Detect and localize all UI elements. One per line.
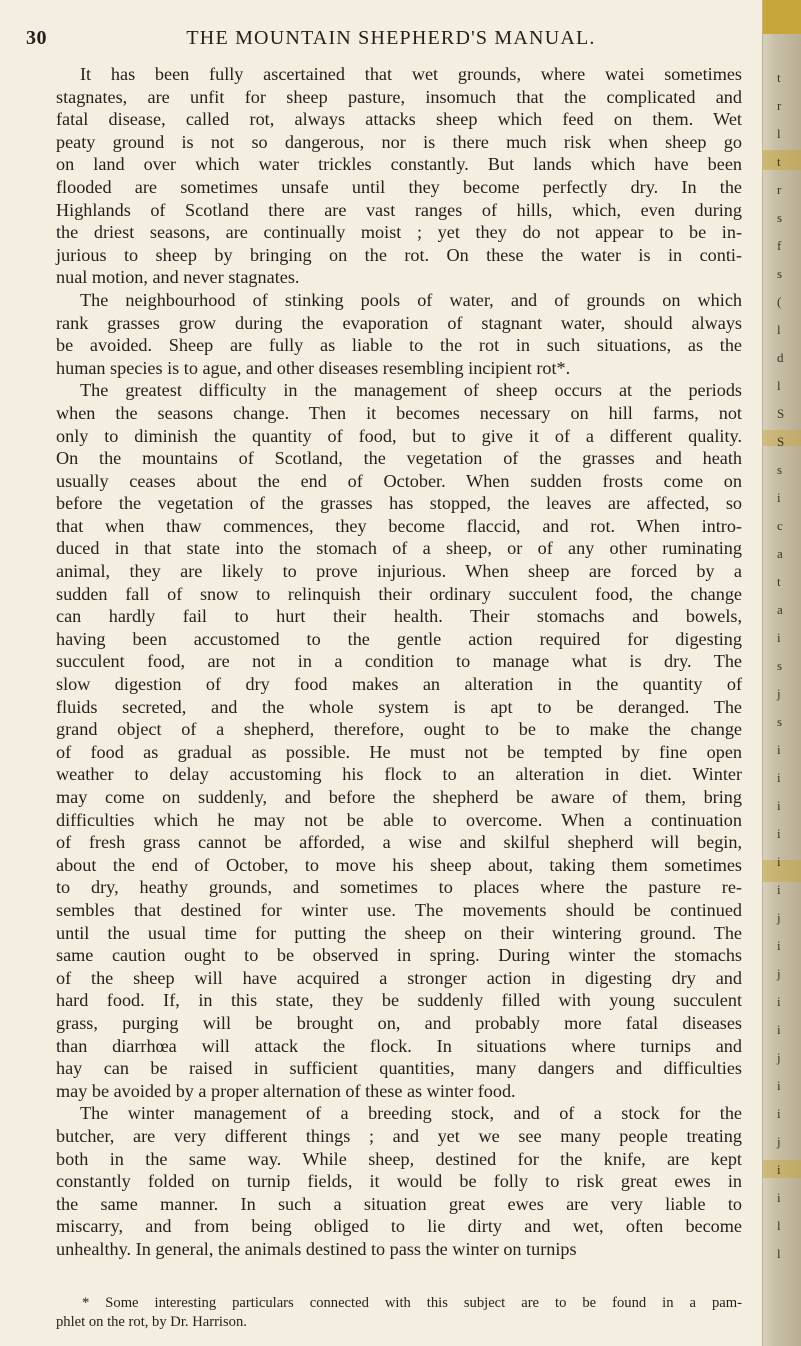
edge-gilt-band: [763, 0, 801, 34]
edge-gilt-band: [763, 860, 801, 882]
facing-page-glyph: j: [777, 966, 781, 981]
facing-page-edge: [762, 0, 801, 1346]
facing-page-glyph: l: [777, 126, 781, 141]
facing-page-glyph: s: [777, 714, 783, 729]
facing-page-glyph: i: [777, 1022, 781, 1037]
text-line: miscarry, and from being obliged to lie dirty and wet, often become: [56, 1216, 742, 1237]
text-line: weather to delay accustoming his flock to an alteration in diet. Winter: [56, 764, 742, 785]
facing-page-glyph: i: [777, 1106, 781, 1121]
facing-page-glyph: i: [777, 1078, 781, 1093]
edge-gilt-band: [763, 1160, 801, 1178]
text-line: animal, they are likely to prove injurious. When sheep are forced by a: [56, 561, 742, 582]
text-line: than diarrhœa will attack the flock. In situations where turnips and: [56, 1035, 742, 1056]
facing-page-glyph: i: [777, 1190, 781, 1205]
text-line: butcher, are very different things ; and yet we see many people treating: [56, 1125, 742, 1146]
text-line: hay can be raised in sufficient quantities, many dangers and difficulties: [56, 1058, 742, 1079]
facing-page-glyph: l: [777, 322, 781, 337]
facing-page-glyph: d: [777, 350, 784, 365]
text-line: on land over which water trickles constantly. But lands which have been: [56, 154, 742, 175]
text-line: slow digestion of dry food makes an alteration in the quantity of: [56, 674, 742, 695]
text-line: fatal disease, called rot, always attacks sheep which feed on them. Wet: [56, 109, 742, 130]
text-line: only to diminish the quantity of food, but to give it of a different quality.: [56, 425, 742, 446]
footnote: [56, 1294, 742, 1332]
text-line: before the vegetation of the grasses has stopped, the leaves are affected, so: [56, 493, 742, 514]
text-line: of food as gradual as possible. He must not be tempted by fine open: [56, 741, 742, 762]
text-line: difficulties which he may not be able to overcome. When a continuation: [56, 809, 742, 830]
facing-page-glyph: i: [777, 826, 781, 841]
facing-page-glyph: r: [777, 98, 782, 113]
facing-page-glyph: l: [777, 1218, 781, 1233]
text-line: both in the same way. While sheep, destined for the knife, are kept: [56, 1148, 742, 1169]
footnote-line: phlet on the rot, by Dr. Harrison.: [56, 1314, 247, 1330]
facing-page-glyph: i: [777, 854, 781, 869]
text-line: On the mountains of Scotland, the vegetation of the grasses and heath: [56, 448, 742, 469]
facing-page-glyph: i: [777, 630, 781, 645]
facing-page-glyph: f: [777, 238, 782, 253]
text-line: of the sheep will have acquired a stronger action in digesting dry and: [56, 967, 742, 988]
text-line: jurious to sheep by bringing on the rot. On these the water is in conti-: [56, 244, 742, 265]
text-line: grass, purging will be brought on, and probably more fatal diseases: [56, 1012, 742, 1033]
text-line: It has been fully ascertained that wet grounds, where watei sometimes: [80, 64, 742, 84]
text-line: having been accustomed to the gentle action required for digesting: [56, 628, 742, 649]
facing-page-glyph: l: [777, 1246, 781, 1261]
footnote-line: * Some interesting particulars connected with this subject are to be found in a pam-: [82, 1295, 742, 1311]
text-line: until the usual time for putting the sheep on their wintering ground. The: [56, 922, 742, 943]
body-text: [56, 63, 742, 1260]
facing-page-glyph: j: [777, 1134, 781, 1149]
facing-page-glyph: r: [777, 182, 782, 197]
text-line: duced in that state into the stomach of a sheep, or of any other ruminating: [56, 538, 742, 559]
text-line: be avoided. Sheep are fully as liable to the rot in such situations, as the: [56, 335, 742, 356]
facing-page-glyph: t: [777, 154, 781, 169]
text-line: The winter management of a breeding stock, and of a stock for the: [80, 1103, 742, 1124]
facing-page-glyph: c: [777, 518, 783, 533]
facing-page-glyph: s: [777, 266, 783, 281]
running-head: [26, 27, 756, 55]
facing-page-glyph: s: [777, 658, 783, 673]
facing-page-glyph: i: [777, 882, 781, 897]
text-line: The greatest difficulty in the management of sheep occurs at the periods: [80, 380, 742, 401]
text-line: stagnates, are unfit for sheep pasture, insomuch that the complicated and: [56, 86, 742, 107]
facing-page-glyph: i: [777, 798, 781, 813]
facing-page-glyph: s: [777, 462, 783, 477]
text-line: same caution ought to be observed in spring. During winter the stomachs: [56, 945, 742, 966]
facing-page-glyph: S: [777, 434, 785, 449]
text-line: usually ceases about the end of October. When sudden frosts come on: [56, 470, 742, 491]
text-line: may come on suddenly, and before the shepherd be aware of them, bring: [56, 787, 742, 807]
text-line: that when thaw commences, they become flaccid, and rot. When intro-: [56, 515, 742, 536]
text-line: The neighbourhood of stinking pools of water, and of grounds on which: [80, 289, 742, 310]
text-line: sembles that destined for winter use. The movements should be continued: [56, 899, 742, 920]
text-line: rank grasses grow during the evaporation of stagnant water, should always: [56, 312, 742, 333]
facing-page-glyph: j: [777, 910, 781, 925]
facing-page-glyph: i: [777, 490, 781, 505]
text-line: human species is to ague, and other diseases resembling incipient rot*.: [56, 357, 571, 378]
edge-gilt-band: [763, 150, 801, 170]
text-line: nual motion, and never stagnates.: [56, 267, 300, 288]
text-line: hard food. If, in this state, they be suddenly filled with young succulent: [56, 990, 742, 1011]
text-line: can hardly fail to hurt their health. Their stomachs and bowels,: [56, 606, 742, 627]
text-line: constantly folded on turnip fields, it would be folly to risk great ewes in: [56, 1171, 742, 1192]
facing-page-glyph: l: [777, 378, 781, 393]
facing-page-glyph: t: [777, 70, 781, 85]
text-line: peaty ground is not so dangerous, nor is there much risk when sheep go: [56, 131, 742, 152]
text-line: fluids secreted, and the whole system is apt to be deranged. The: [56, 696, 742, 717]
facing-page-glyph: i: [777, 742, 781, 757]
text-line: succulent food, are not in a condition to manage what is dry. The: [56, 651, 742, 672]
text-line: the same manner. In such a situation great ewes are very liable to: [56, 1193, 742, 1214]
facing-page-glyph: i: [777, 1162, 781, 1177]
facing-page-glyph: t: [777, 574, 781, 589]
text-line: grand object of a shepherd, therefore, ought to be to make the change: [56, 719, 742, 740]
facing-page-glyph: i: [777, 770, 781, 785]
facing-page-glyph: j: [777, 686, 781, 701]
text-line: of fresh grass cannot be afforded, a wise and skilful shepherd will begin,: [56, 832, 742, 853]
text-line: sudden fall of snow to relinquish their ordinary succulent food, the change: [56, 583, 742, 604]
facing-page-glyph: a: [777, 602, 783, 617]
facing-page-glyph: s: [777, 210, 783, 225]
page-number: 30: [26, 27, 47, 49]
facing-page-glyph: (: [777, 294, 782, 309]
facing-page-glyph: a: [777, 546, 783, 561]
facing-page-glyph: S: [777, 406, 785, 421]
running-head-title: THE MOUNTAIN SHEPHERD'S MANUAL.: [186, 27, 596, 49]
text-line: about the end of October, to move his sheep about, taking them sometimes: [56, 854, 742, 875]
facing-page-glyph: i: [777, 994, 781, 1009]
text-line: Highlands of Scotland there are vast ranges of hills, which, even during: [56, 199, 742, 220]
text-line: may be avoided by a proper alternation of these as winter food.: [56, 1080, 516, 1101]
text-line: when the seasons change. Then it becomes necessary on hill farms, not: [56, 402, 742, 423]
text-line: unhealthy. In general, the animals destined to pass the winter on turnips: [56, 1238, 577, 1259]
text-line: to dry, heathy grounds, and sometimes to places where the pasture re-: [56, 877, 742, 898]
text-line: the driest seasons, are continually moist ; yet they do not appear to be in-: [56, 222, 742, 243]
text-line: flooded are sometimes unsafe until they become perfectly dry. In the: [56, 176, 742, 197]
facing-page-glyph: j: [777, 1050, 781, 1065]
facing-page-glyph: i: [777, 938, 781, 953]
